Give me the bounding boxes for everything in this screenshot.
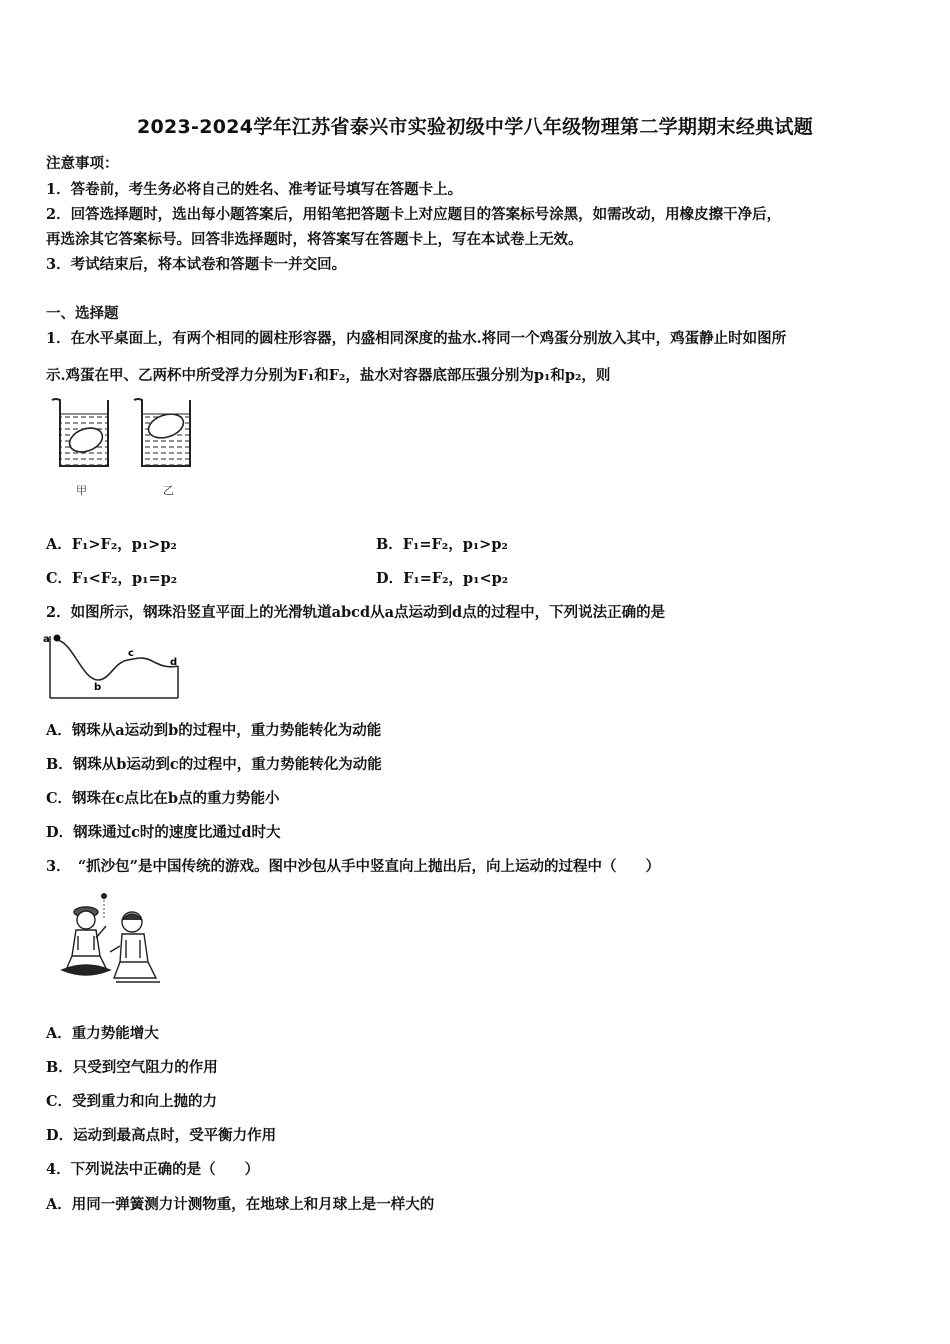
child-right-icon (110, 912, 160, 982)
point-d-label: d (170, 657, 178, 668)
q4-option-a[interactable]: A．用同一弹簧测力计测物重，在地球上和月球上是一样大的 (46, 1196, 435, 1213)
q2-option-c[interactable]: C．钢珠在c点比在b点的重力势能小 (46, 790, 280, 807)
notice-item: 再选涂其它答案标号。回答非选择题时，将答案写在答题卡上，写在本试卷上无效。 (46, 231, 583, 248)
q2-option-a[interactable]: A．钢珠从a运动到b的过程中，重力势能转化为动能 (46, 722, 382, 739)
section-heading: 一、选择题 (46, 305, 119, 322)
q3-option-a[interactable]: A．重力势能增大 (46, 1025, 159, 1042)
steel-ball-icon (54, 635, 61, 642)
q1-stem-line1: 1．在水平桌面上，有两个相同的圆柱形容器，内盛相同深度的盐水.将同一个鸡蛋分别放入其中，鸡蛋静止时如图所 (46, 330, 787, 347)
q2-track-figure (42, 630, 187, 702)
beaker-label-yi: 乙 (163, 484, 174, 497)
sandbag-icon (101, 893, 107, 899)
q3-option-b[interactable]: B．只受到空气阻力的作用 (46, 1059, 218, 1076)
point-c-label: c (128, 648, 134, 659)
q2-option-d[interactable]: D．钢珠通过c时的速度比通过d时大 (46, 824, 281, 841)
q3-option-c[interactable]: C．受到重力和向上抛的力 (46, 1093, 218, 1110)
q3-option-d[interactable]: D．运动到最高点时，受平衡力作用 (46, 1127, 277, 1144)
notice-item: 3．考试结束后，将本试卷和答题卡一并交回。 (46, 256, 347, 273)
q1-option-b[interactable]: B．F₁=F₂，p₁>p₂ (376, 536, 508, 553)
beaker-label-jia: 甲 (76, 484, 87, 497)
q1-stem-line2: 示.鸡蛋在甲、乙两杯中所受浮力分别为F₁和F₂，盐水对容器底部压强分别为p₁和p₂，则 (46, 367, 611, 384)
point-a-label: a (43, 634, 50, 645)
notice-item: 1．答卷前，考生务必将自己的姓名、准考证号填写在答题卡上。 (46, 181, 463, 198)
page-title: 2023-2024学年江苏省泰兴市实验初级中学八年级物理第二学期期末经典试题 (136, 116, 814, 138)
notice-item: 2．回答选择题时，选出每小题答案后，用铅笔把答题卡上对应题目的答案标号涂黑，如需改动，用橡皮擦干净后， (46, 206, 782, 223)
q2-option-b[interactable]: B．钢珠从b运动到c的过程中，重力势能转化为动能 (46, 756, 382, 773)
child-left-icon (62, 907, 110, 975)
q4-stem: 4．下列说法中正确的是（ ） (46, 1161, 260, 1178)
beaker-jia-icon (52, 399, 108, 466)
notice-heading: 注意事项： (46, 155, 119, 172)
q1-option-d[interactable]: D．F₁=F₂，p₁<p₂ (376, 570, 509, 587)
point-b-label: b (94, 682, 102, 693)
q1-beakers-figure (48, 396, 208, 498)
q3-sandbag-game-figure (56, 890, 166, 986)
q2-stem: 2．如图所示，钢珠沿竖直平面上的光滑轨道abcd从a点运动到d点的过程中，下列说法正确的是 (46, 604, 666, 621)
beaker-yi-icon (134, 399, 190, 466)
q1-option-c[interactable]: C．F₁<F₂，p₁=p₂ (46, 570, 178, 587)
q1-option-a[interactable]: A．F₁>F₂，p₁>p₂ (46, 536, 177, 553)
q3-stem: 3． “抓沙包”是中国传统的游戏。图中沙包从手中竖直向上抛出后，向上运动的过程中（ ） (46, 858, 661, 875)
